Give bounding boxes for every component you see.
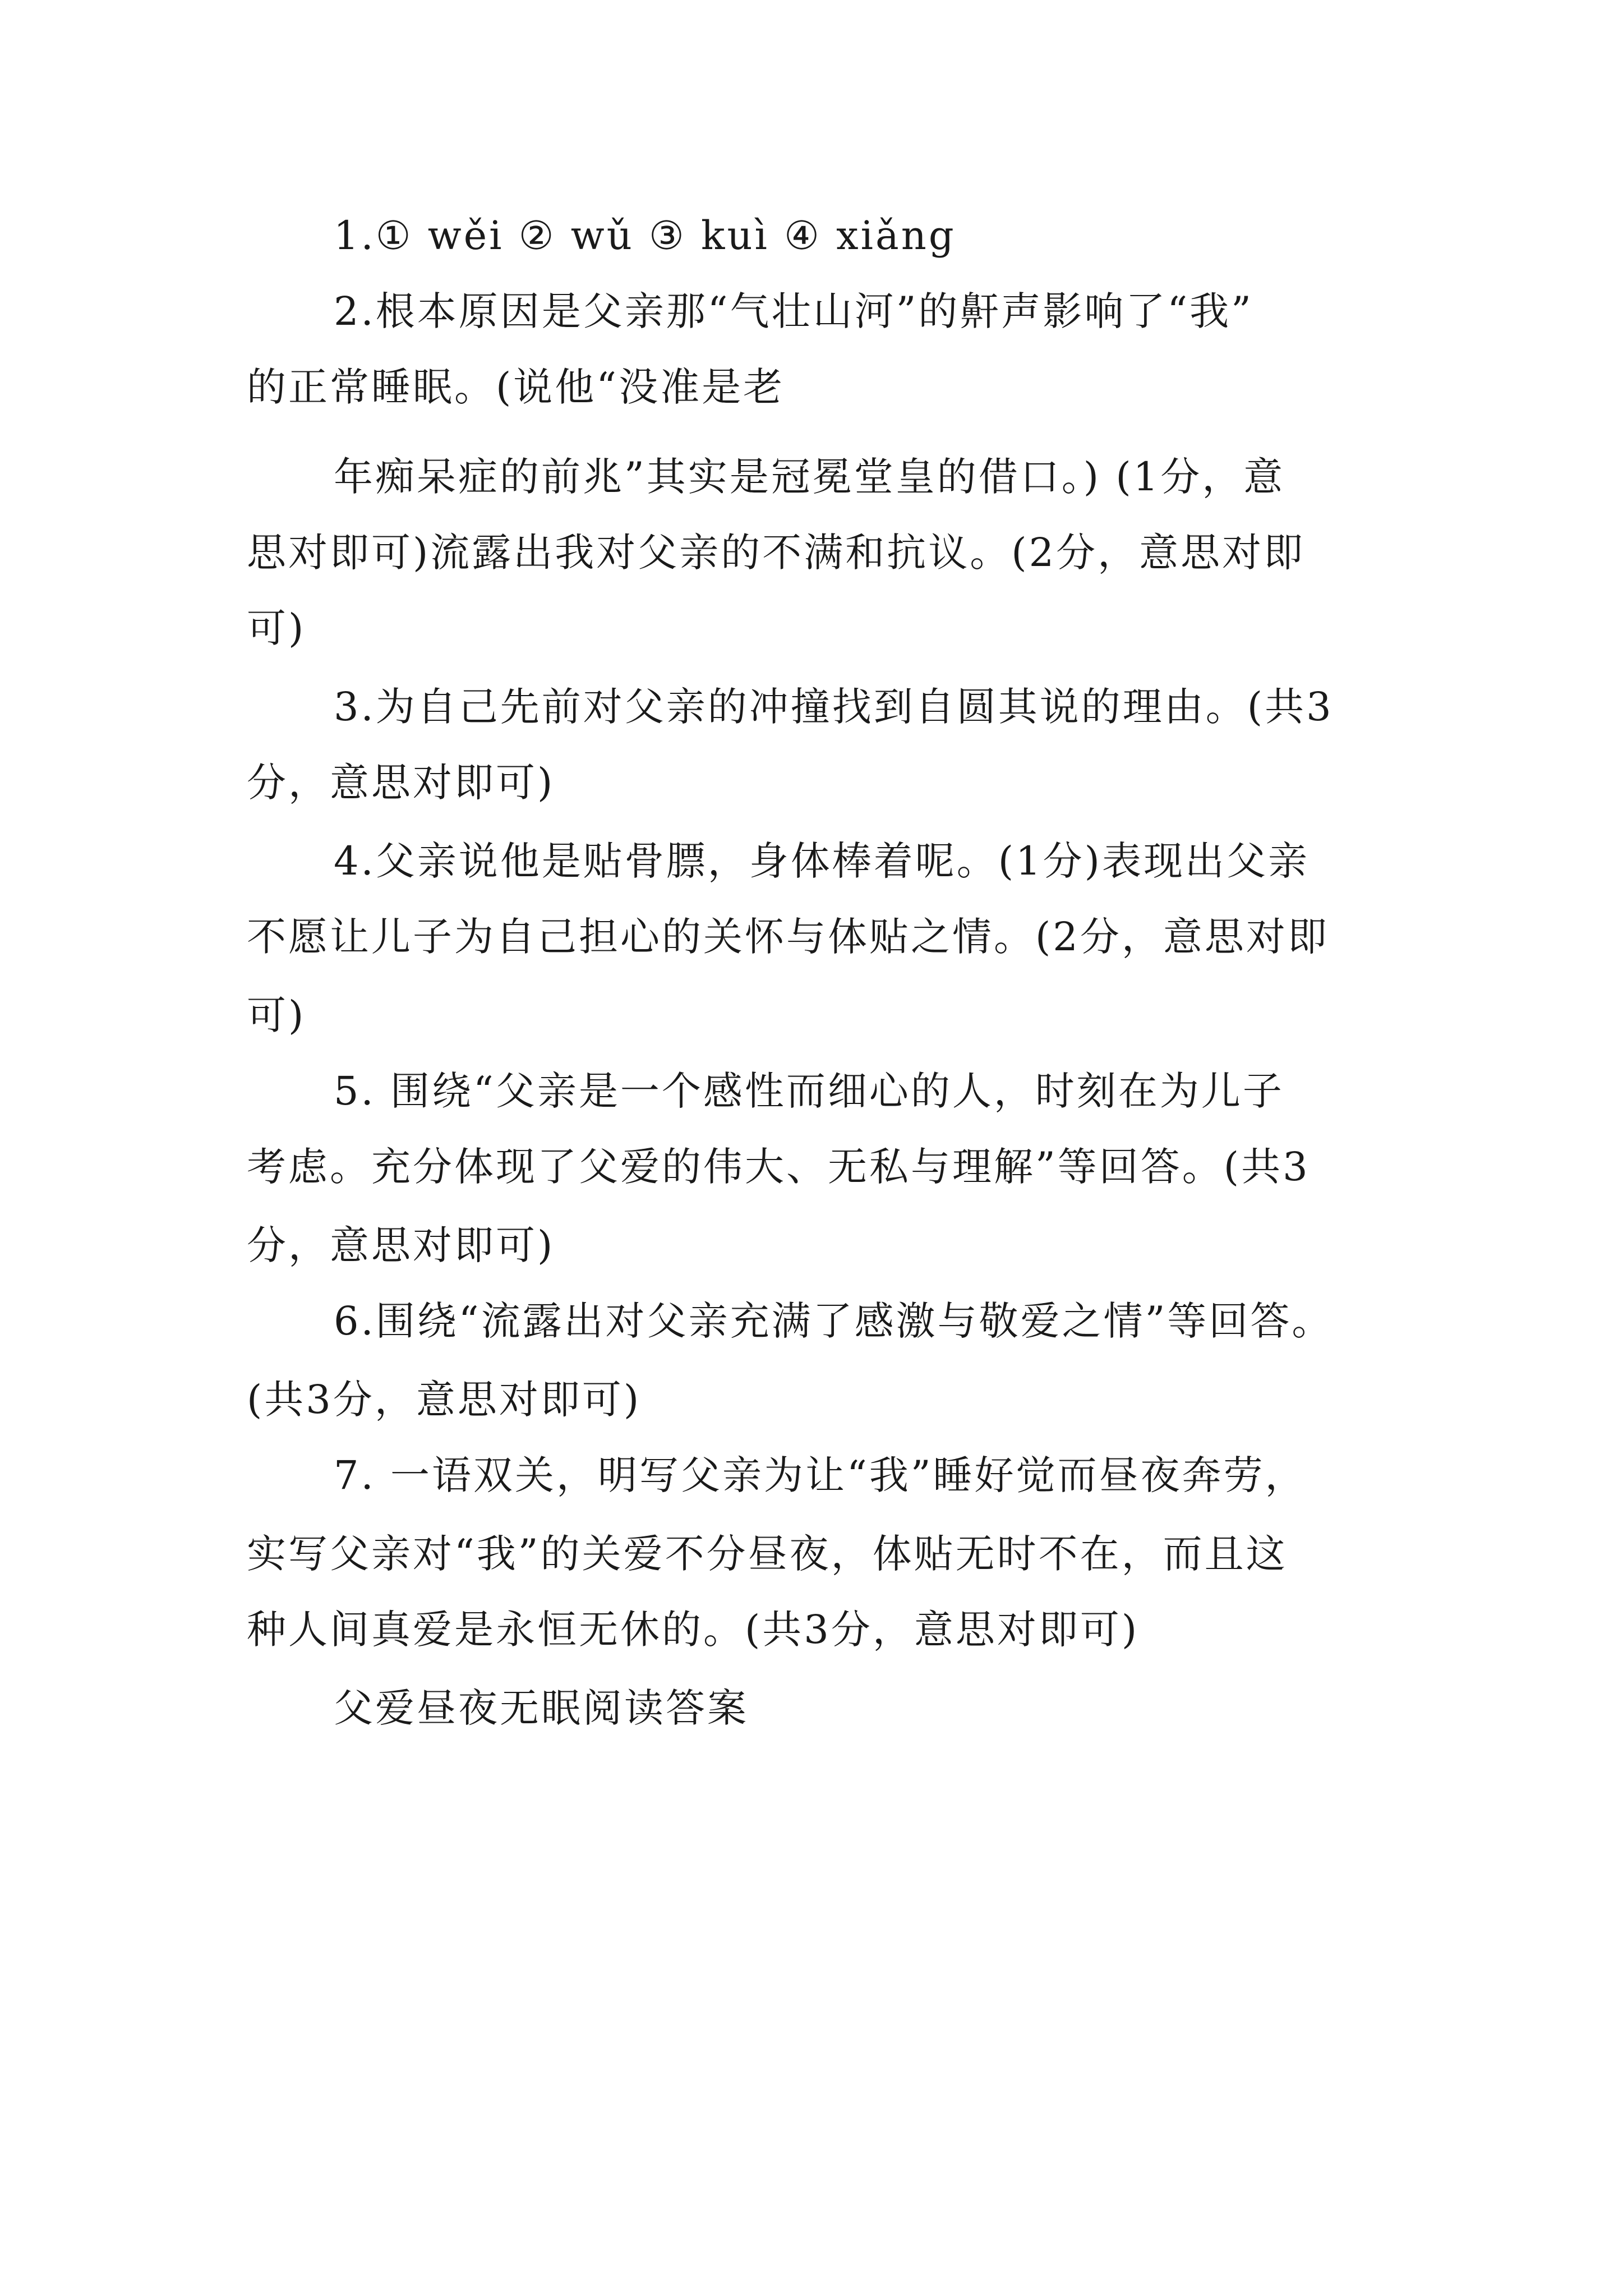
answer-2-line-4: 思对即可)流露出我对父亲的不满和抗议。(2分，意思对即: [247, 530, 1306, 576]
answer-7-line-3: 种人间真爱是永恒无休的。(共3分，意思对即可): [247, 1607, 1140, 1653]
answer-4-line-1: 4.父亲说他是贴骨膘，身体棒着呢。(1分)表现出父亲: [334, 838, 1310, 884]
answer-5-line-3: 分，意思对即可): [247, 1222, 555, 1268]
answer-3-line-2: 分，意思对即可): [247, 760, 555, 806]
answer-5-line-1: 5. 围绕“父亲是一个感性而细心的人，时刻在为儿子: [334, 1068, 1284, 1114]
answer-1-pinyin: 1.① wěi ② wǔ ③ kuì ④ xiǎng: [334, 213, 956, 259]
document-title: 父爱昼夜无眠阅读答案: [334, 1685, 749, 1731]
answer-4-line-2: 不愿让儿子为自己担心的关怀与体贴之情。(2分，意思对即: [247, 914, 1329, 960]
answer-2-line-1: 2.根本原因是父亲那“气壮山河”的鼾声影响了“我”: [334, 288, 1253, 334]
answer-7-line-1: 7. 一语双关，明写父亲为让“我”睡好觉而昼夜奔劳，: [334, 1452, 1307, 1498]
answer-7-line-2: 实写父亲对“我”的关爱不分昼夜，体贴无时不在，而且这: [247, 1531, 1288, 1577]
answer-6-line-1: 6.围绕“流露出对父亲充满了感激与敬爱之情”等回答。: [334, 1298, 1334, 1344]
answer-6-line-2: (共3分，意思对即可): [247, 1377, 642, 1423]
answer-5-line-2: 考虑。充分体现了父爱的伟大、无私与理解”等回答。(共3: [247, 1144, 1310, 1190]
answer-4-line-3: 可): [247, 992, 306, 1038]
answer-3-line-1: 3.为自己先前对父亲的冲撞找到自圆其说的理由。(共3: [334, 684, 1334, 730]
answer-2-line-3: 年痴呆症的前兆”其实是冠冕堂皇的借口。) (1分，意: [334, 454, 1285, 500]
answer-2-line-5: 可): [247, 605, 306, 651]
answer-2-line-2: 的正常睡眠。(说他“没准是老: [247, 364, 785, 410]
